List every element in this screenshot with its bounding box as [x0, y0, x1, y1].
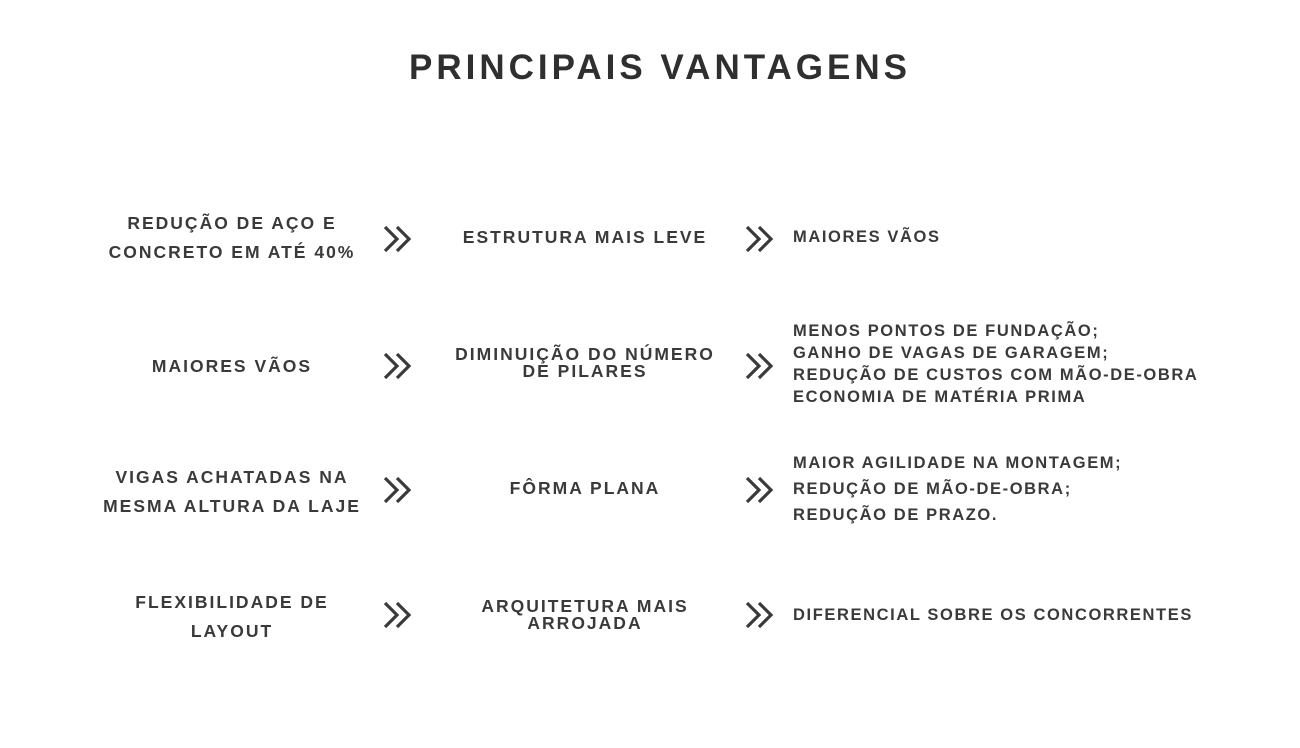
benefit-line: REDUÇÃO DE PRAZO.: [793, 506, 999, 524]
cause-line: MAIORES VÃOS: [151, 356, 313, 376]
page-title: PRINCIPAIS VANTAGENS: [409, 48, 911, 87]
cause-line: MESMA ALTURA DA LAJE: [103, 496, 361, 516]
cause-text: [82, 463, 382, 521]
cause-line: LAYOUT: [190, 621, 274, 641]
double-chevron-right-icon: [381, 475, 415, 505]
cause-line: VIGAS ACHATADAS NA: [115, 467, 349, 487]
double-chevron-right-icon: [743, 475, 777, 505]
benefit-line: MAIORES VÃOS: [793, 228, 941, 246]
cause-line: FLEXIBILIDADE DE: [135, 592, 329, 612]
cause-line: REDUÇÃO DE AÇO E: [127, 213, 337, 233]
effect-line: FÔRMA PLANA: [509, 478, 661, 498]
benefit-line: ECONOMIA DE MATÉRIA PRIMA: [793, 388, 1087, 406]
benefits-text: [793, 226, 1293, 248]
effect-text: [430, 480, 740, 497]
benefit-line: DIFERENCIAL SOBRE OS CONCORRENTES: [793, 606, 1193, 624]
effect-text: [430, 229, 740, 246]
benefits-text: [793, 450, 1293, 528]
effect-line: ESTRUTURA MAIS LEVE: [462, 227, 708, 247]
double-chevron-right-icon: [743, 224, 777, 254]
double-chevron-right-icon: [743, 351, 777, 381]
effect-line: ARROJADA: [527, 613, 643, 633]
benefit-line: MAIOR AGILIDADE NA MONTAGEM;: [793, 454, 1123, 472]
benefit-line: REDUÇÃO DE MÃO-DE-OBRA;: [793, 480, 1072, 498]
effect-line: DIMINUIÇÃO DO NÚMERO: [455, 344, 715, 364]
effect-text: [430, 598, 740, 632]
cause-text: [82, 588, 382, 646]
effect-line: DE PILARES: [522, 361, 648, 381]
effect-line: ARQUITETURA MAIS: [481, 596, 689, 616]
benefit-line: GANHO DE VAGAS DE GARAGEM;: [793, 344, 1110, 362]
benefits-text: [793, 320, 1293, 408]
double-chevron-right-icon: [381, 224, 415, 254]
benefits-text: [793, 604, 1293, 626]
double-chevron-right-icon: [381, 351, 415, 381]
cause-text: [82, 352, 382, 381]
double-chevron-right-icon: [381, 600, 415, 630]
benefit-line: REDUÇÃO DE CUSTOS COM MÃO-DE-OBRA: [793, 366, 1199, 384]
double-chevron-right-icon: [743, 600, 777, 630]
cause-text: [82, 209, 382, 267]
benefit-line: MENOS PONTOS DE FUNDAÇÃO;: [793, 322, 1100, 340]
cause-line: CONCRETO EM ATÉ 40%: [108, 242, 356, 262]
effect-text: [430, 346, 740, 380]
